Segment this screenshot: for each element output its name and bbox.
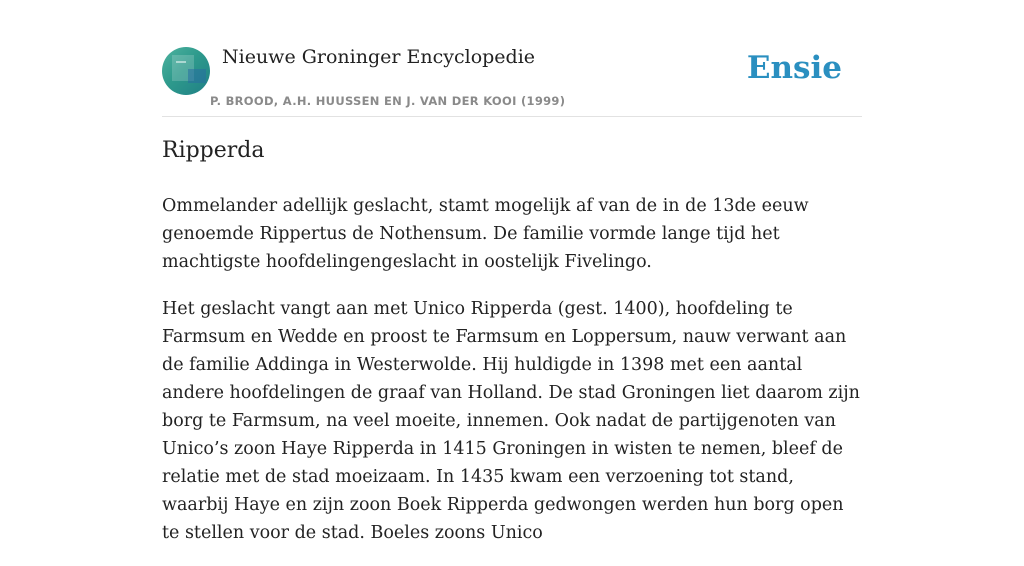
source-title-link[interactable]: Nieuwe Groninger Encyclopedie [222, 46, 536, 68]
book-cover-thumbnail[interactable] [162, 47, 210, 95]
article-paragraph: Ommelander adellijk geslacht, stamt mogelijk af van de in de 13de eeuw genoemde Rippertus de Nothensum. De familie vormde lange tijd het machtigste hoofdelingengeslacht in oostelijk Fivelingo. [162, 196, 809, 272]
source-header [162, 0, 862, 117]
source-authors: P. BROOD, A.H. HUUSSEN EN J. VAN DER KOOI (1999) [210, 94, 566, 108]
ensie-logo-link[interactable]: Ensie [746, 50, 842, 86]
page [162, 0, 862, 543]
article-title: Ripperda [162, 138, 265, 163]
article-paragraph: Het geslacht vangt aan met Unico Ripperda (gest. 1400), hoofdeling te Farmsum en Wedde en proost te Farmsum en Loppersum, nauw verwant aan de familie Addinga in Westerwolde. Hij huldigde in 1398 met een aantal andere hoofdelingen de graaf van Holland. De stad Groningen liet daarom zijn borg te Farmsum, na veel moeite, innemen. Ook nadat de partijgenoten van Unico’s zoon Haye Ripperda in 1415 Groningen in wisten te nemen, bleef de relatie met de stad moeizaam. In 1435 kwam een verzoening tot stand, waarbij Haye en zijn zoon Boek Ripperda gedwongen werden hun borg open te stellen voor de stad. Boeles zoons Unico [162, 299, 860, 543]
article-body [162, 192, 862, 566]
